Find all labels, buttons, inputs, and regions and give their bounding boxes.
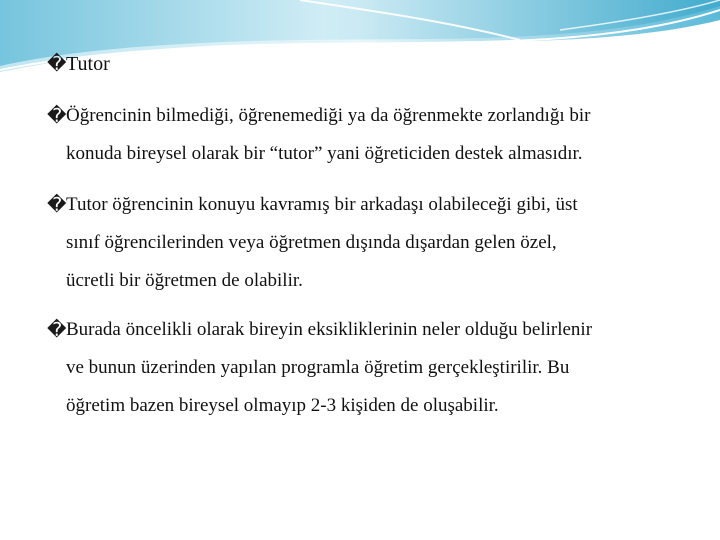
paragraph-line: konuda bireysel olarak bir “tutor” yani öğreticiden destek almasıdır. — [66, 143, 583, 164]
title-bullet-icon: � — [47, 53, 67, 75]
paragraph-line: Öğrencinin bilmediği, öğrenemediği ya da öğrenmekte zorlandığı bir — [66, 105, 591, 126]
paragraph-1 — [66, 97, 706, 173]
paragraph-2 — [66, 186, 706, 300]
paragraph-3 — [66, 311, 706, 425]
paragraph-line: öğretim bazen bireysel olmayıp 2-3 kişiden de oluşabilir. — [66, 395, 499, 416]
header-wave-decoration — [0, 0, 720, 90]
slide-title: Tutor — [66, 53, 110, 75]
bullet-icon: � — [47, 105, 67, 127]
bullet-icon: � — [47, 319, 67, 341]
paragraph-line: sınıf öğrencilerinden veya öğretmen dışında dışardan gelen özel, — [66, 232, 557, 253]
paragraph-line: Burada öncelikli olarak bireyin eksikliklerinin neler olduğu belirlenir — [66, 319, 593, 340]
paragraph-line: ve bunun üzerinden yapılan programla öğretim gerçekleştirilir. Bu — [66, 357, 570, 378]
paragraph-line: Tutor öğrencinin konuyu kavramış bir arkadaşı olabileceği gibi, üst — [66, 194, 578, 215]
paragraph-line: ücretli bir öğretmen de olabilir. — [66, 270, 303, 291]
bullet-icon: � — [47, 194, 67, 216]
